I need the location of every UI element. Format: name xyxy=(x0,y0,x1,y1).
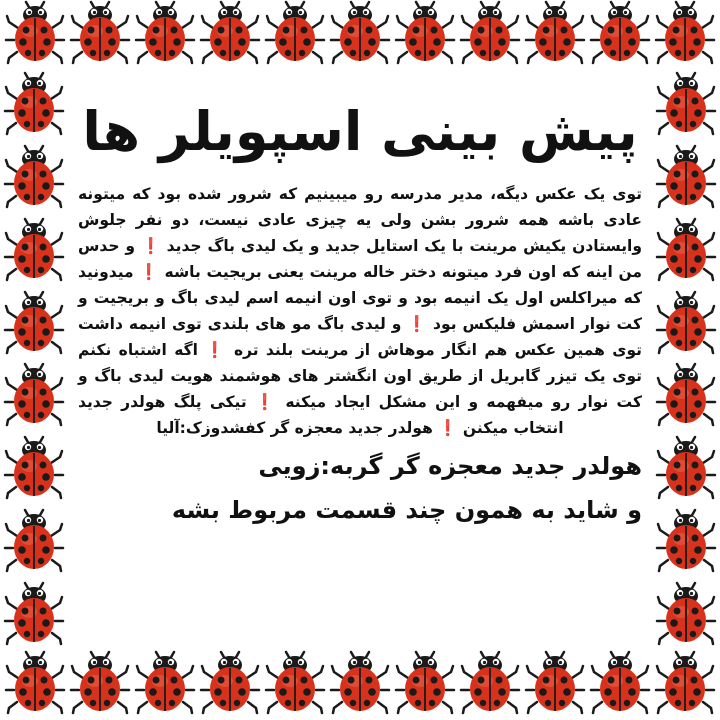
ladybug-icon xyxy=(3,362,65,428)
ladybug-icon xyxy=(655,362,717,428)
ladybug-icon xyxy=(459,650,521,716)
ladybug-border-left xyxy=(0,68,68,650)
ladybug-icon xyxy=(3,71,65,137)
ladybug-icon xyxy=(459,0,521,66)
exclamation-icon: ❗ xyxy=(252,393,278,412)
ladybug-icon xyxy=(589,0,651,66)
ladybug-icon xyxy=(264,0,326,66)
ladybug-icon xyxy=(654,650,716,716)
ladybug-icon xyxy=(264,650,326,716)
ladybug-icon xyxy=(655,144,717,210)
ladybug-icon xyxy=(655,581,717,647)
ladybug-icon xyxy=(4,0,66,66)
ladybug-icon xyxy=(4,650,66,716)
ladybug-icon xyxy=(654,0,716,66)
ladybug-border-right xyxy=(652,68,720,650)
ladybug-icon xyxy=(3,581,65,647)
ladybug-icon xyxy=(134,0,196,66)
ladybug-icon xyxy=(69,650,131,716)
exclamation-icon: ❗ xyxy=(140,237,161,256)
ladybug-icon xyxy=(394,0,456,66)
ladybug-border-bottom xyxy=(0,650,720,718)
exclamation-icon: ❗ xyxy=(438,419,458,438)
ladybug-icon xyxy=(199,0,261,66)
ladybug-icon xyxy=(329,0,391,66)
post-content xyxy=(70,72,650,650)
ladybug-icon xyxy=(655,217,717,283)
ladybug-icon xyxy=(3,290,65,356)
ladybug-icon xyxy=(524,650,586,716)
ladybug-icon xyxy=(3,217,65,283)
ladybug-icon xyxy=(589,650,651,716)
exclamation-icon: ❗ xyxy=(406,315,428,334)
ladybug-icon xyxy=(69,0,131,66)
closing-line-2: و شاید به همون چند قسمت مربوط بشه xyxy=(171,496,642,525)
ladybug-icon xyxy=(524,0,586,66)
ladybug-icon xyxy=(134,650,196,716)
post-body: توی یک عکس دیگه، مدیر مدرسه رو میبینیم که شرور شده بود که میتونه عادی باشه همه شرور بشن ولی یه چیزی عادی نیست، دو نفر جلوش وایستادن یکیش مرینت با یک استایل جدید و یک لیدی باگ جدید ❗ و حدس من اینه که اون فرد میتونه دختر خاله مرینت یعنی بریجیت باشه ❗ میدونید که میراکلس اول یک انیمه بود و توی اون انیمه اسم لیدی باگ و بریجیت و کت نوار اسمش فلیکس بود ❗ و لیدی باگ مو های بلندی توی انیمه داشت توی همین عکس هم انگار موهاش از مرینت بلند تره ❗ اگه اشتباه نکنم توی یک تیزر گابریل از طریق اون انگشتر های هوشمند هویت لیدی باگ و کت نوار رو میفهمه و این مشکل ایجاد میکنه ❗ تیکی پلگ هولدر جدید انتخاب میکنن ❗ هولدر جدید معجزه گر کفشدوزک:آلیا xyxy=(78,185,642,438)
ladybug-icon xyxy=(3,508,65,574)
closing-line-1: هولدر جدید معجزه گر گربه:زویی xyxy=(258,452,642,481)
exclamation-icon: ❗ xyxy=(139,263,159,282)
ladybug-icon xyxy=(655,290,717,356)
ladybug-icon xyxy=(655,508,717,574)
ladybug-border-top xyxy=(0,0,720,68)
ladybug-icon xyxy=(3,435,65,501)
ladybug-icon xyxy=(329,650,391,716)
post-title: پیش بینی اسپویلر ها xyxy=(82,100,638,163)
ladybug-icon xyxy=(655,71,717,137)
ladybug-icon xyxy=(394,650,456,716)
exclamation-icon: ❗ xyxy=(203,341,227,360)
ladybug-icon xyxy=(655,435,717,501)
ladybug-icon xyxy=(199,650,261,716)
ladybug-icon xyxy=(3,144,65,210)
